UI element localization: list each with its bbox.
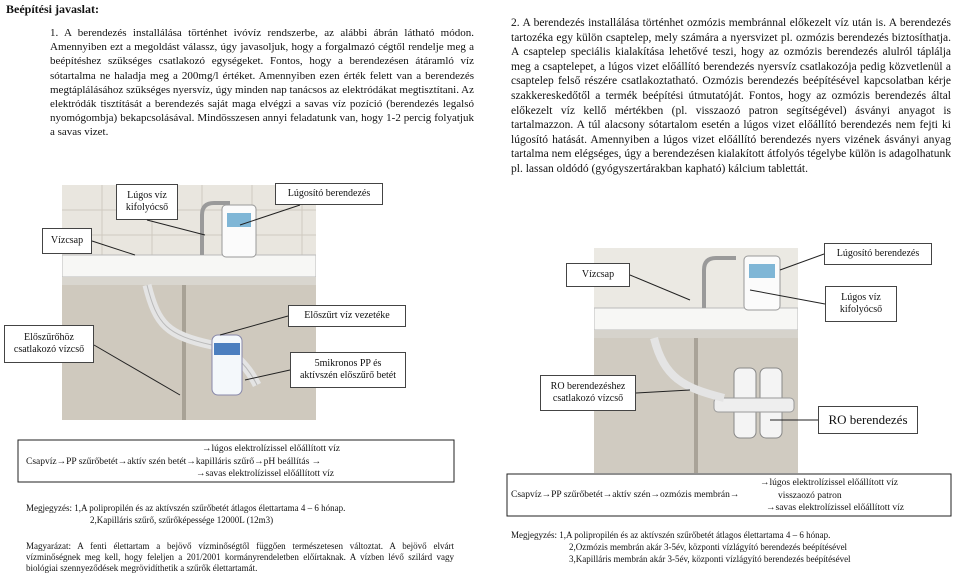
label-ro-unit: RO berendezés bbox=[818, 406, 918, 434]
flow-acidic-output-2: →savas elektrolízissel előállított víz bbox=[766, 503, 904, 513]
flow-main-chain-2: Csapvíz→PP szűrőbetét→aktív szén→ozmózis membrán→ bbox=[511, 490, 740, 500]
flow-alkaline-output-2: →lúgos elektrolízissel előállított víz bbox=[760, 478, 898, 488]
flow-alkaline-output: →lúgos elektrolízissel előállított víz bbox=[202, 444, 340, 454]
note2-line-3: 3,Kapilláris membrán akár 3-5év, központi vízlágyító berendezés beépítésével bbox=[569, 554, 851, 564]
label-alkaline-faucet: Lúgos víz kifolyócső bbox=[116, 184, 178, 220]
label-alkaline-faucet-2: Lúgos víz kifolyócső bbox=[825, 286, 897, 322]
note-line-2: 2,Kapilláris szűrő, szűrőképessége 12000L (12m3) bbox=[90, 515, 274, 525]
flow-remineralizer: visszaozó patron bbox=[778, 491, 842, 501]
label-tap: Vízcsap bbox=[42, 228, 92, 254]
label-pp-carbon-filter: 5mikronos PP és aktívszén előszűrő betét bbox=[290, 352, 406, 388]
installation-option-2-text: 2. A berendezés installálása történhet ozmózis membránnal előkezelt víz után is. A berendezés tartozéka egy külön csaptelep, mely számára a nyersvizet pl. ozmózis berendezés biztosíthatja. A csaptelep speciális kialakítása lehetővé teszi, hogy az ozmózis berendezés alulról táplálja meg a csaptelepet, a lúgos vizet előállító berendezés nyersvíz csatlakozója pedig közvetlenül a csaptelep felső részére csatlakoztatható. Ozmózis berendezés beépítésével kapcsolatban kérje szakkereskedőtől a termék beépítési útmutatóját. Fontos, hogy az ozmózis berendezés által előkezelt víz kellő mértékben (pl. visszaozó patron segítségével) ásványi anyagot is tartalmazzon. A túl alacsony sótartalom esetén a lúgos vizet előállító berendezés nem fejti ki lúgosító hatását. Amennyiben a lúgos vizet előállító berendezés nyers vizének ásványi anyag tartalma nem elégséges, úgy a berendezésen kialakított átfolyós tégelybe külön is adagolhatunk pl. lassan oldódó (gyógyszertárakban kapható) kálcium tablettát. bbox=[511, 17, 951, 175]
note-line-1: Megjegyzés: 1,A polipropilén és az aktívszén szűrőbetét átlagos élettartama 4 – 6 hónap. bbox=[26, 503, 346, 513]
label-ionizer-2: Lúgosító berendezés bbox=[824, 243, 932, 265]
note2-line-2: 2,Ozmózis membrán akár 3-5év, központi vízlágyító berendezés beépítésével bbox=[569, 542, 848, 552]
page-title: Beépítési javaslat: bbox=[6, 2, 99, 16]
label-ionizer: Lúgosító berendezés bbox=[275, 183, 383, 205]
label-tap-2: Vízcsap bbox=[566, 263, 630, 287]
installation-option-1-text: 1. A berendezés installálása történhet ivóvíz rendszerbe, az alábbi ábrán látható módon. Amennyiben ezt a megoldást válassz, úgy javasoljuk, hogy a forgalmazó cégtől rendelje meg a beépítéshez szükséges csatlakozó egységeket. Fontos, hogy a berendezésen átáramló víz sótartalma ne haladja meg a 200mg/l értéket. Amennyiben ezen érték felett van a berendezés megtáplálásához szükséges nyersvíz, úgy minden nap tanácsos az elektródákat megtisztítani. Az elektródák tisztítását a berendezés saját maga elvégzi a savas víz pozíció (berendezés legalsó nyomógombja) bekapcsolásával. Mindösszesen annyi feladatunk van, hogy 1-2 percig folyatjuk a savas vizet. bbox=[50, 27, 474, 139]
explanation-text: Magyarázat: A fenti élettartam a bejövő vízminőségtől függően természetesen változtat. A bejövő elvárt vízminőségnek meg kell, hogy feleljen a 201/2001 kormányrendeletben előírtaknak. A vízben lévő szilárd vagy biológiai szennyeződések megrövidíthetik a szűrők élettartamát. bbox=[26, 541, 454, 573]
label-prefiltered-pipe: Előszűrt víz vezetéke bbox=[288, 305, 406, 327]
label-ro-connector: RO berendezéshez csatlakozó vízcső bbox=[540, 375, 636, 411]
label-prefilter-connector: Előszűrőhöz csatlakozó vízcső bbox=[4, 325, 94, 363]
note2-line-1: Megjegyzés: 1,A polipropilén és az aktívszén szűrőbetét átlagos élettartama 4 – 6 hónap. bbox=[511, 530, 831, 540]
flow-main-chain: Csapvíz→PP szűrőbetét→aktív szén betét→kapilláris szűrő→pH beállítás → bbox=[26, 457, 322, 467]
flow-acidic-output: →savas elektrolízissel előállított víz bbox=[196, 469, 334, 479]
